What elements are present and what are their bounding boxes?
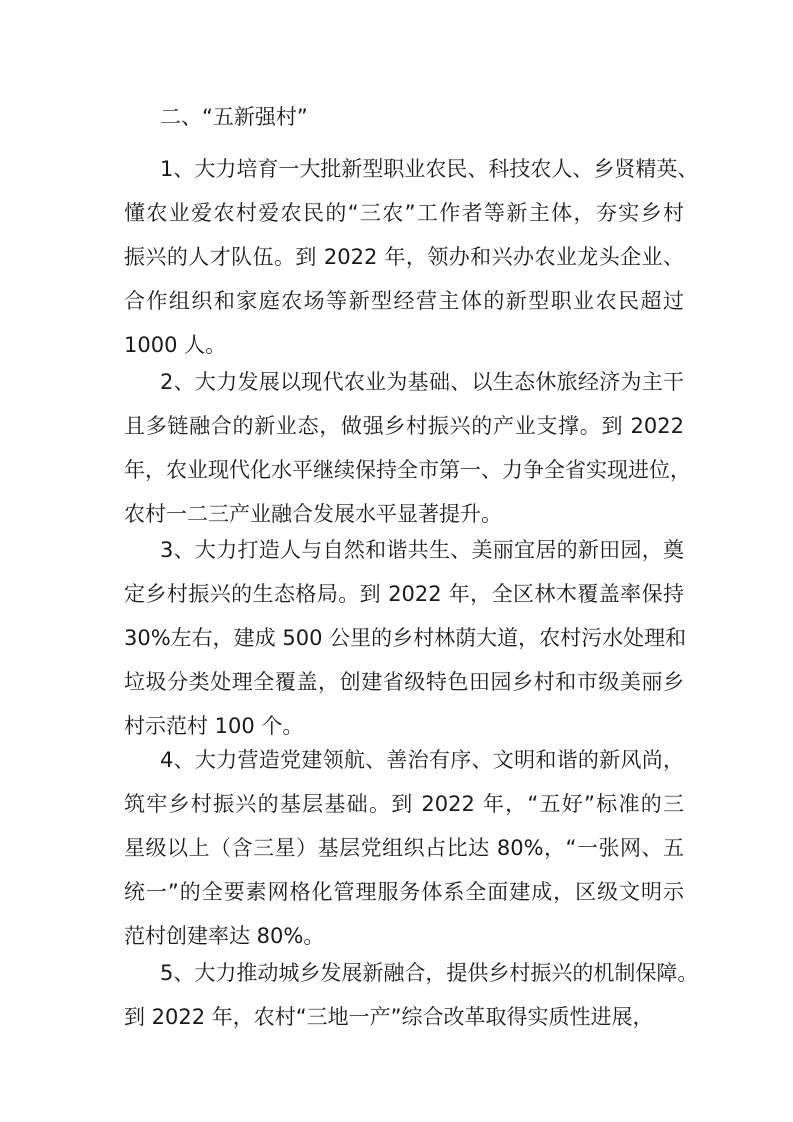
paragraph-1 <box>124 147 699 367</box>
text-line: 年，农业现代化水平继续保持全市第一、力争全省实现进位， <box>124 458 691 482</box>
text-line: 且多链融合的新业态，做强乡村振兴的产业支撑。到 2022 <box>124 414 684 438</box>
text-line: 3、大力打造人与自然和谐共生、美丽宜居的新田园，奠 <box>160 538 684 562</box>
text-line: 垃圾分类处理全覆盖，创建省级特色田园乡村和市级美丽乡 <box>124 670 684 694</box>
text-line: 到 2022 年，农村“三地一产”综合改革取得实质性进展， <box>124 1005 654 1029</box>
text-line: 4、大力营造党建领航、善治有序、文明和谐的新风尚， <box>160 748 684 772</box>
text-line: 统一”的全要素网格化管理服务体系全面建成，区级文明示 <box>124 880 684 904</box>
text-line: 1、大力培育一大批新型职业农民、科技农人、乡贤精英、 <box>160 157 699 181</box>
text-line: 5、大力推动城乡发展新融合，提供乡村振兴的机制保障。 <box>160 961 699 985</box>
text-line: 筑牢乡村振兴的基层基础。到 2022 年，“五好”标准的三 <box>124 792 684 816</box>
paragraph-5 <box>124 951 699 1039</box>
text-line: 1000 人。 <box>124 333 227 357</box>
text-line: 合作组织和家庭农场等新型经营主体的新型职业农民超过 <box>124 289 684 313</box>
text-line: 30%左右，建成 500 公里的乡村林荫大道，农村污水处理和 <box>124 626 687 650</box>
text-line: 振兴的人才队伍。到 2022 年，领办和兴办农业龙头企业、 <box>124 245 684 269</box>
text-line: 星级以上（含三星）基层党组织占比达 80%，“一张网、五 <box>124 836 684 860</box>
text-line: 范村创建率达 80%。 <box>124 924 325 948</box>
text-line: 农村一二三产业融合发展水平显著提升。 <box>124 502 502 526</box>
paragraph-2 <box>124 360 691 536</box>
paragraph-4 <box>124 738 684 958</box>
text-line: 村示范村 100 个。 <box>124 714 304 738</box>
section-heading: 二、“五新强村” <box>160 105 308 129</box>
text-line: 2、大力发展以现代农业为基础、以生态休旅经济为主干 <box>160 370 684 394</box>
paragraph-3 <box>124 528 687 748</box>
text-line: 定乡村振兴的生态格局。到 2022 年，全区林木覆盖率保持 <box>124 582 684 606</box>
text-line: 懂农业爱农村爱农民的“三农”工作者等新主体，夯实乡村 <box>124 201 684 225</box>
